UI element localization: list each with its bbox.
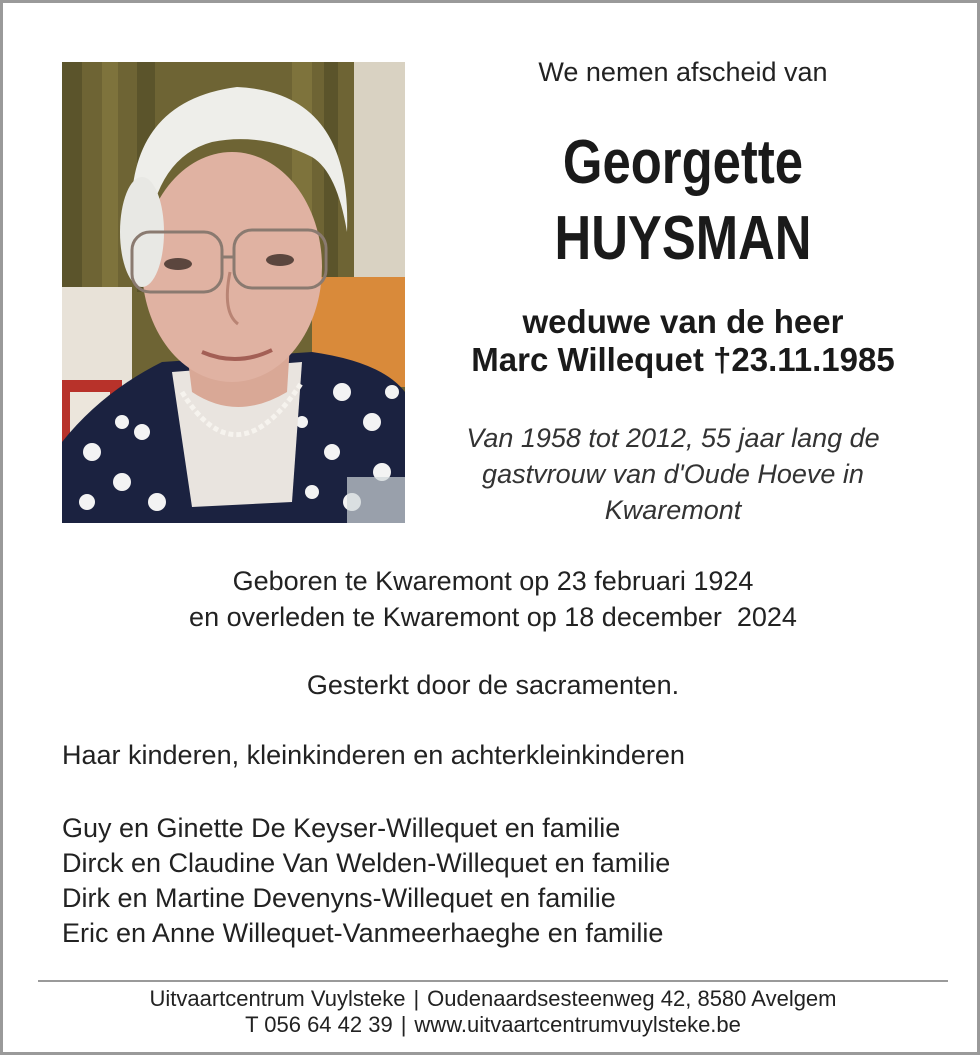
children-intro: Haar kinderen, kleinkinderen en achterkleinkinderen: [62, 740, 685, 770]
company-address: Oudenaardsesteenweg 42, 8580 Avelgem: [427, 986, 837, 1011]
separator: |: [400, 1012, 407, 1037]
widow-of: [413, 303, 953, 379]
intro-text: We nemen afscheid van: [538, 57, 828, 87]
deceased-name: [470, 125, 896, 277]
portrait-photo: [62, 62, 405, 523]
first-name: Georgette: [562, 128, 804, 197]
birth-line: Geboren te Kwaremont op 23 februari 1924: [232, 566, 754, 596]
tribute-line-2: gastvrouw van d'Oude Hoeve in: [482, 459, 864, 489]
company-phone: T 056 64 42 39: [245, 1012, 393, 1037]
family-list: [62, 811, 670, 951]
tribute-text: [413, 420, 933, 528]
footer-line-2: [3, 1012, 980, 1038]
company-name: Uitvaartcentrum Vuylsteke: [149, 986, 406, 1011]
family-member: Dirck en Claudine Van Welden-Willequet en familie: [62, 848, 671, 878]
tribute-line-1: Van 1958 tot 2012, 55 jaar lang de: [466, 423, 880, 453]
life-dates: [3, 563, 980, 635]
tribute-line-3: Kwaremont: [604, 495, 742, 525]
widow-line-1: weduwe van de heer: [522, 303, 844, 340]
last-name: HUYSMAN: [554, 204, 812, 273]
family-member: Guy en Ginette De Keyser-Willequet en familie: [62, 813, 621, 843]
footer-divider: [38, 980, 948, 982]
death-line: en overleden te Kwaremont op 18 december 2024: [189, 602, 797, 632]
widow-line-2: Marc Willequet †23.11.1985: [471, 341, 895, 378]
company-website[interactable]: www.uitvaartcentrumvuylsteke.be: [414, 1012, 741, 1037]
separator: |: [413, 986, 420, 1011]
family-member: Dirk en Martine Devenyns-Willequet en familie: [62, 883, 616, 913]
sacrament-line: Gesterkt door de sacramenten.: [306, 670, 680, 700]
family-member: Eric en Anne Willequet-Vanmeerhaeghe en familie: [62, 918, 664, 948]
footer-line-1: [3, 986, 980, 1012]
funeral-home-footer: [3, 986, 980, 1038]
